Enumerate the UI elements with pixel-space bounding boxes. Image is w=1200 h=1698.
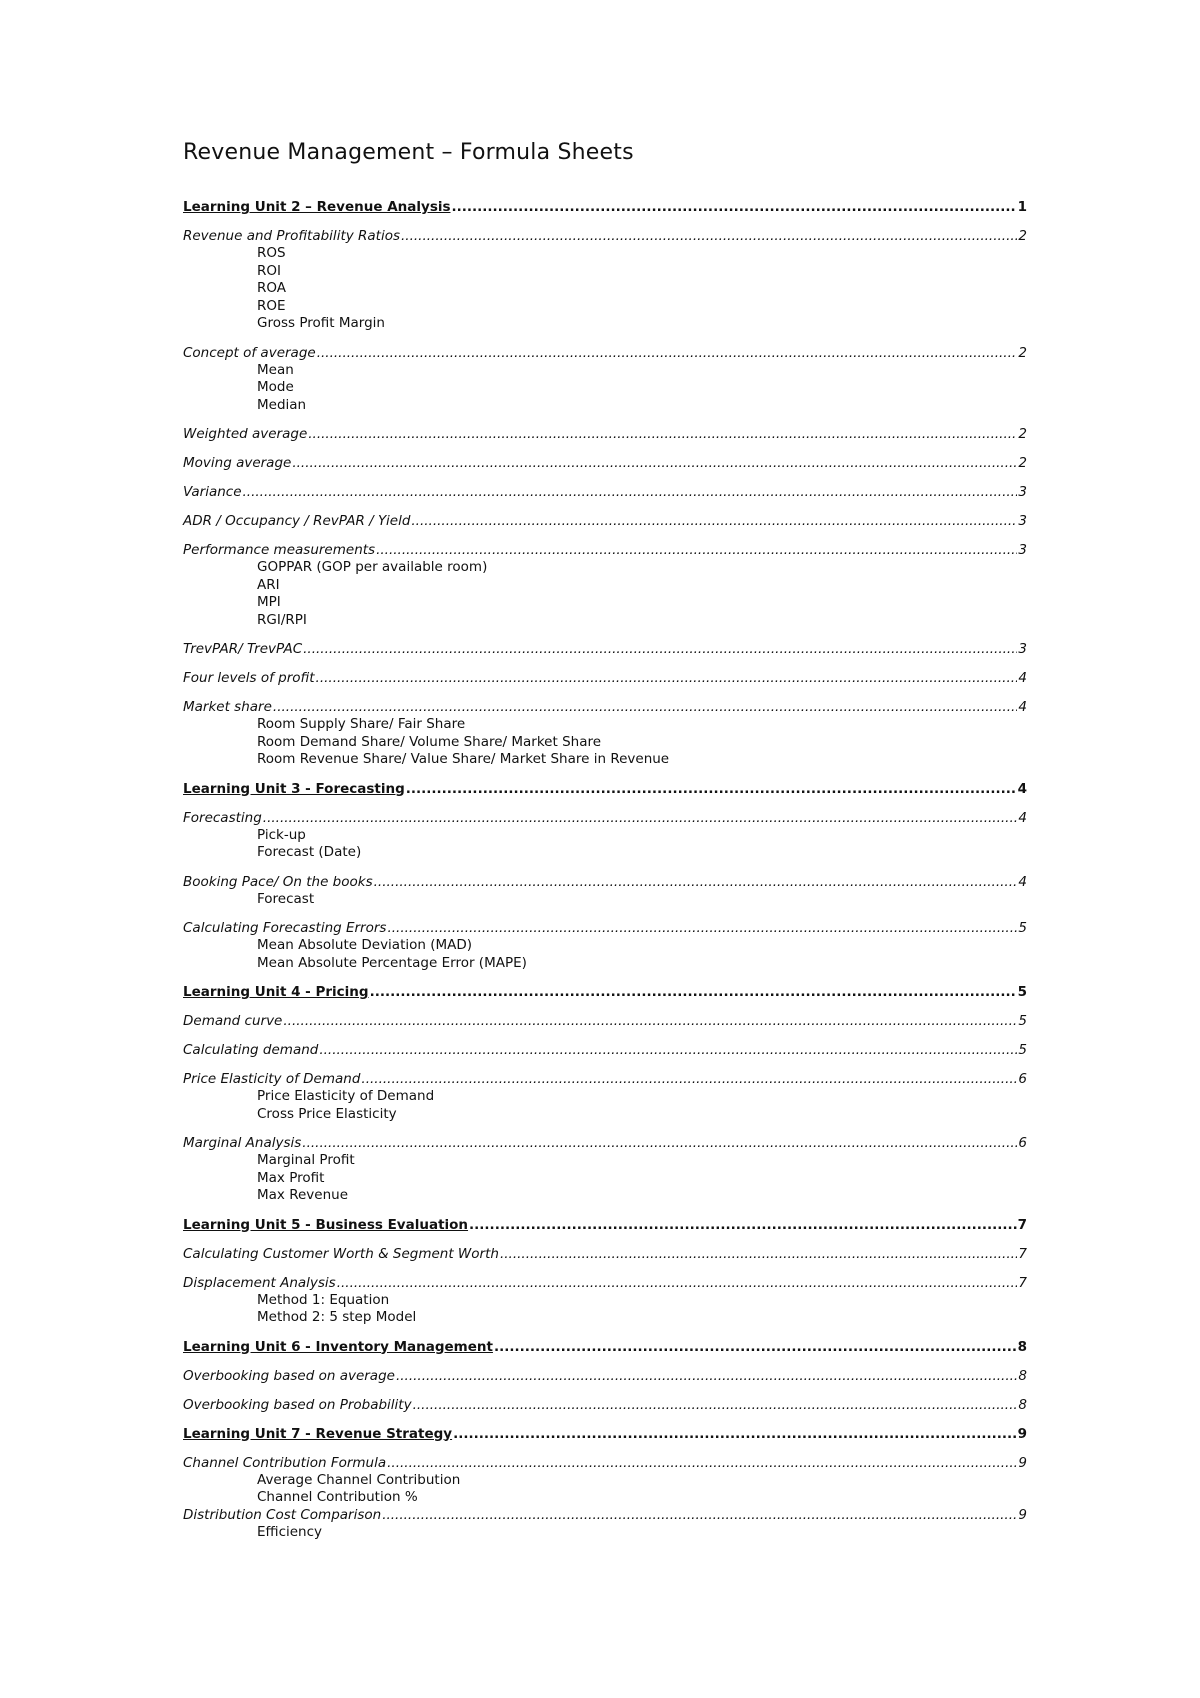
toc-dot-leader [374,874,1018,891]
toc-subitem: ROA [257,280,287,296]
toc-entry-21 [183,1246,1027,1263]
toc-entry-label: Overbooking based on Probability [183,1396,412,1413]
toc-subitem-list [257,827,1027,862]
toc-subitem: Method 2: 5 step Model [257,1309,417,1325]
toc-page-number: 2 [1018,455,1027,471]
toc-section-heading[interactable] [183,455,1027,472]
toc-page-number: 5 [1018,1042,1027,1058]
toc-entry-label: Performance measurements [183,542,376,558]
toc-entry-label: ADR / Occupancy / RevPAR / Yield [183,513,411,529]
toc-entry-25 [183,1397,1027,1414]
toc-page-number: 7 [1018,1274,1027,1291]
toc-subitem: Max Profit [257,1169,325,1186]
toc-page-number: 9 [1018,1506,1027,1523]
toc-entry-label: Demand curve [183,1013,283,1029]
toc-unit-heading[interactable] [183,1339,1027,1356]
toc-section-heading[interactable] [183,1455,1027,1472]
toc-dot-leader [308,426,1017,443]
toc-subitem: Cross Price Elasticity [257,1105,397,1122]
toc-subitem-list [257,559,1027,629]
toc-subitem-list [257,1088,1027,1123]
toc-section-heading[interactable] [183,542,1027,559]
toc-dot-leader [337,1275,1018,1292]
toc-subitem: RGI/RPI [257,611,307,628]
toc-entry-label: Variance [183,484,242,500]
toc-subitem: ROS [257,245,286,261]
toc-subitem-list [257,891,1027,909]
toc-entry-7 [183,542,1027,629]
toc-unit-heading[interactable] [183,781,1027,798]
toc-section-heading[interactable] [183,1507,1027,1524]
toc-page-number: 8 [1018,1396,1027,1413]
toc-subitem: Mode [257,379,294,395]
toc-entry-label: Four levels of profit [183,670,315,686]
toc-page-number: 9 [1018,1454,1027,1471]
toc-section-heading[interactable] [183,1042,1027,1059]
toc-subitem: Pick-up [257,826,306,843]
toc-dot-leader [411,513,1017,530]
toc-section-heading[interactable] [183,513,1027,530]
toc-dot-leader [413,1397,1018,1414]
toc-entry-label: Displacement Analysis [183,1274,336,1291]
toc-page-number: 3 [1018,641,1027,657]
toc-section-heading[interactable] [183,1275,1027,1292]
toc-page-number: 1 [1017,199,1027,215]
toc-page-number: 6 [1018,1135,1027,1151]
toc-entry-label: Revenue and Profitability Ratios [183,228,401,244]
toc-entry-13 [183,874,1027,909]
toc-section-heading[interactable] [183,641,1027,658]
toc-subitem: Marginal Profit [257,1152,355,1168]
toc-entry-18 [183,1071,1027,1123]
toc-page-number: 5 [1018,920,1027,936]
toc-subitem-list [257,1524,1027,1542]
toc-section-heading[interactable] [183,670,1027,687]
toc-subitem: ROE [257,297,286,314]
toc-dot-leader [382,1507,1017,1524]
toc-dot-leader [303,641,1017,658]
toc-dot-leader [500,1246,1017,1263]
table-of-contents [183,199,1027,1541]
toc-page-number: 5 [1018,1013,1027,1029]
toc-entry-23 [183,1339,1027,1356]
toc-unit-heading[interactable] [183,1426,1027,1443]
toc-entry-11 [183,781,1027,798]
toc-dot-leader [302,1135,1017,1152]
toc-page-number: 4 [1017,780,1027,797]
toc-section-heading[interactable] [183,699,1027,716]
toc-subitem: Forecast (Date) [257,844,362,860]
toc-entry-6 [183,513,1027,530]
toc-unit-heading[interactable] [183,984,1027,1001]
toc-section-heading[interactable] [183,1368,1027,1385]
toc-subitem: Forecast [257,890,315,907]
toc-entry-0 [183,199,1027,216]
toc-entry-label: Booking Pace/ On the books [183,873,373,890]
toc-entry-label: Learning Unit 3 - Forecasting [183,780,405,797]
toc-subitem-list [257,937,1027,972]
toc-subitem: Mean Absolute Deviation (MAD) [257,937,473,953]
toc-section-heading[interactable] [183,426,1027,443]
toc-entry-28 [183,1507,1027,1542]
toc-page-number: 5 [1017,984,1027,1000]
toc-dot-leader [469,1217,1017,1234]
toc-subitem: ROI [257,262,281,279]
toc-dot-leader [452,199,1017,216]
toc-subitem-list [257,1152,1027,1205]
toc-section-heading[interactable] [183,1246,1027,1263]
toc-entry-label: Learning Unit 5 - Business Evaluation [183,1216,469,1233]
toc-entry-12 [183,810,1027,862]
toc-dot-leader [316,670,1018,687]
toc-page-number: 3 [1018,513,1027,529]
toc-subitem: ARI [257,576,280,593]
toc-entry-22 [183,1275,1027,1327]
toc-entry-15 [183,984,1027,1001]
toc-subitem-list [257,716,1027,769]
toc-entry-label: Moving average [183,455,292,471]
toc-entry-1 [183,228,1027,333]
toc-subitem: Room Demand Share/ Volume Share/ Market Share [257,733,602,750]
toc-page-number: 8 [1017,1338,1027,1355]
toc-entry-label: Learning Unit 2 – Revenue Analysis [183,199,451,215]
toc-section-heading[interactable] [183,345,1027,362]
toc-subitem: Price Elasticity of Demand [257,1088,435,1104]
toc-page-number: 4 [1018,809,1027,826]
toc-entry-label: Price Elasticity of Demand [183,1071,361,1087]
toc-subitem-list [257,362,1027,415]
toc-subitem-list [257,1472,1027,1507]
toc-page-number: 4 [1018,873,1027,890]
toc-dot-leader [387,920,1017,937]
toc-section-heading[interactable] [183,1013,1027,1030]
toc-section-heading[interactable] [183,874,1027,891]
toc-entry-24 [183,1368,1027,1385]
toc-section-heading[interactable] [183,810,1027,827]
toc-entry-5 [183,484,1027,501]
toc-subitem: Max Revenue [257,1187,348,1203]
toc-page-number: 2 [1018,426,1027,442]
toc-entry-label: Calculating Customer Worth & Segment Worth [183,1245,499,1262]
toc-dot-leader [370,984,1017,1001]
toc-subitem: GOPPAR (GOP per available room) [257,559,488,575]
toc-dot-leader [263,810,1018,827]
toc-entry-19 [183,1135,1027,1205]
toc-page-number: 6 [1018,1071,1027,1087]
toc-subitem: Channel Contribution % [257,1489,418,1505]
toc-entry-27 [183,1455,1027,1507]
toc-page-number: 4 [1018,670,1027,686]
toc-entry-label: Channel Contribution Formula [183,1454,387,1471]
toc-subitem: Average Channel Contribution [257,1471,461,1488]
toc-dot-leader [387,1455,1017,1472]
toc-entry-label: Calculating demand [183,1042,319,1058]
toc-entry-26 [183,1426,1027,1443]
toc-unit-heading[interactable] [183,199,1027,216]
toc-entry-17 [183,1042,1027,1059]
toc-entry-14 [183,920,1027,972]
toc-subitem: Median [257,396,307,413]
toc-dot-leader [273,699,1018,716]
toc-section-heading[interactable] [183,1135,1027,1152]
toc-entry-8 [183,641,1027,658]
toc-section-heading[interactable] [183,1397,1027,1414]
toc-page-number: 2 [1018,228,1027,244]
toc-page-number: 3 [1018,484,1027,500]
toc-entry-10 [183,699,1027,769]
toc-entry-label: Learning Unit 6 - Inventory Management [183,1338,493,1355]
toc-subitem: Mean Absolute Percentage Error (MAPE) [257,954,527,971]
toc-dot-leader [453,1426,1017,1443]
toc-subitem: MPI [257,594,281,610]
document-page [183,140,1027,1553]
toc-subitem: Gross Profit Margin [257,315,385,331]
toc-dot-leader [317,345,1018,362]
toc-entry-2 [183,345,1027,415]
document-title: Revenue Management – Formula Sheets [183,140,634,165]
toc-section-heading[interactable] [183,1071,1027,1088]
toc-entry-label: Overbooking based on average [183,1367,395,1384]
toc-entry-label: TrevPAR/ TrevPAC [183,641,303,657]
toc-entry-label: Market share [183,699,272,715]
toc-dot-leader [243,484,1018,501]
toc-dot-leader [396,1368,1017,1385]
toc-unit-heading[interactable] [183,1217,1027,1234]
toc-entry-label: Concept of average [183,344,316,361]
toc-entry-label: Marginal Analysis [183,1135,302,1151]
toc-page-number: 9 [1017,1425,1027,1442]
toc-section-heading[interactable] [183,484,1027,501]
toc-page-number: 2 [1018,344,1027,361]
toc-dot-leader [401,228,1017,245]
toc-entry-label: Learning Unit 7 - Revenue Strategy [183,1425,453,1442]
toc-dot-leader [319,1042,1017,1059]
toc-entry-label: Learning Unit 4 - Pricing [183,984,369,1000]
toc-subitem: Mean [257,361,294,378]
toc-dot-leader [292,455,1017,472]
toc-subitem: Room Supply Share/ Fair Share [257,716,466,732]
toc-subitem-list [257,245,1027,333]
toc-section-heading[interactable] [183,228,1027,245]
toc-entry-4 [183,455,1027,472]
toc-dot-leader [376,542,1017,559]
toc-dot-leader [283,1013,1017,1030]
toc-entry-label: Distribution Cost Comparison [183,1506,382,1523]
toc-dot-leader [361,1071,1017,1088]
toc-subitem: Room Revenue Share/ Value Share/ Market Share in Revenue [257,751,670,767]
toc-subitem: Efficiency [257,1523,323,1540]
toc-entry-3 [183,426,1027,443]
toc-page-number: 4 [1018,699,1027,715]
toc-section-heading[interactable] [183,920,1027,937]
toc-dot-leader [406,781,1017,798]
toc-page-number: 7 [1018,1245,1027,1262]
toc-page-number: 8 [1018,1367,1027,1384]
toc-page-number: 3 [1018,542,1027,558]
toc-entry-label: Calculating Forecasting Errors [183,920,387,936]
toc-entry-20 [183,1217,1027,1234]
toc-dot-leader [494,1339,1017,1356]
toc-page-number: 7 [1017,1216,1027,1233]
toc-subitem-list [257,1292,1027,1327]
toc-subitem: Method 1: Equation [257,1291,390,1308]
toc-entry-label: Forecasting [183,809,262,826]
toc-entry-label: Weighted average [183,426,308,442]
toc-entry-9 [183,670,1027,687]
toc-entry-16 [183,1013,1027,1030]
